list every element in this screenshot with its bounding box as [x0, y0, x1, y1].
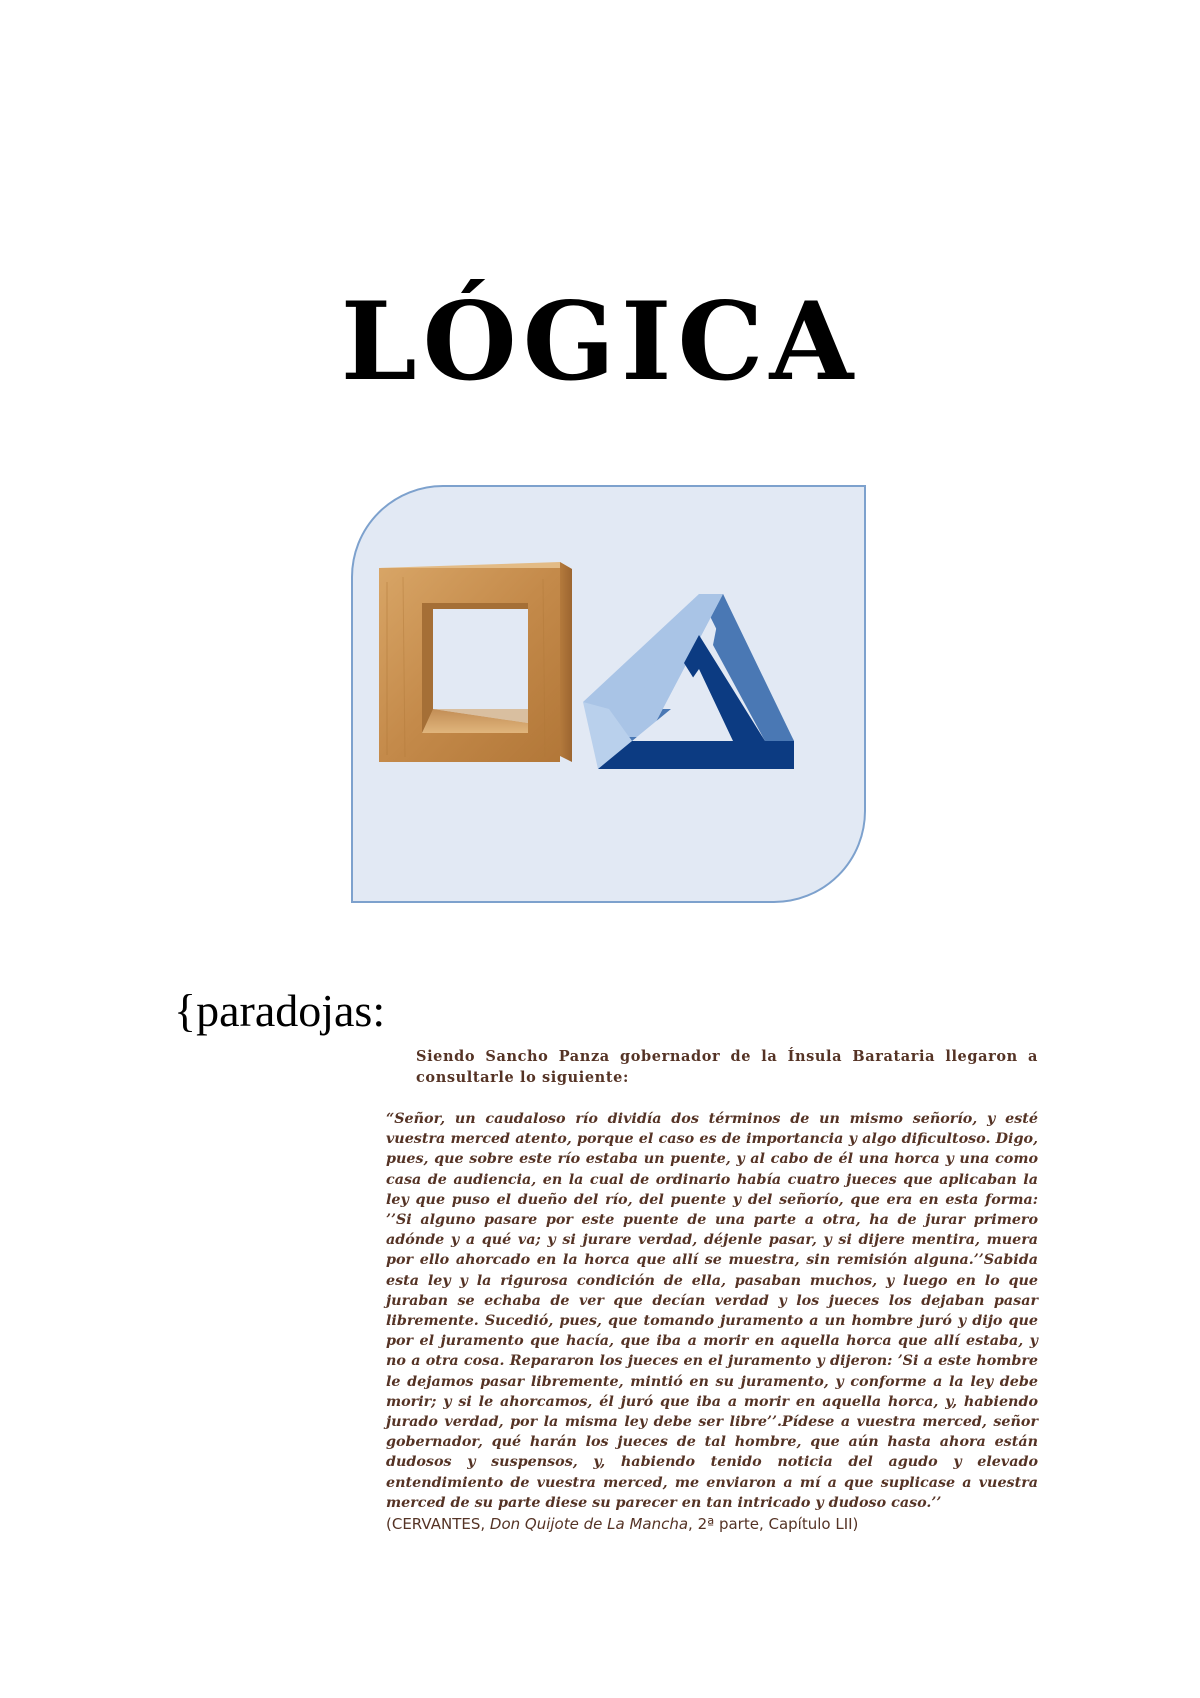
- quote-paragraph: “Señor, un caudaloso río dividía dos términos de un mismo señorío, y esté vuestra merced atento, porque el caso es de importancia y algo dificultoso. Digo, pues, que sobre este río estaba un puente, y al cabo de él una horca y una como casa de audiencia, en la cual de ordinario había cuatro jueces que aplicaban la ley que puso el dueño del río, del puente y del señorío, que era en esta forma: ’’Si alguno pasare por este puente de una parte a otra, ha de jurar primero adónde y a qué va; y si jurare verdad, déjenle pasar, y si dijere mentira, muera por ello ahorcado en la horca que allí se muestra, sin remisión alguna.’’Sabida esta ley y la rigurosa condición de ella, pasaban muchos, y luego en lo que juraban se echaba de ver que decían verdad y los jueces los dejaban pasar libremente. Sucedió, pues, que tomando juramento a un hombre juró y dijo que por el juramento que hacía, que iba a morir en aquella horca que allí estaba, y no a otra cosa. Repararon los jueces en el juramento y dijeron: ’Si a este hombre le dejamos pasar libremente, mintió en su juramento, y conforme a la ley debe morir; y si le ahorcamos, él juró que iba a morir en aquella horca, y, habiendo jurado verdad, por la misma ley debe ser libre’’.Pídese a vuestra merced, señor gobernador, qué harán los jueces de tal hombre, que aún hasta ahora están dudosos y suspensos, y, habiendo tenido noticia del agudo y elevado entendimiento de vuestra merced, me enviaron a mí a que suplicase a vuestra merced de su parte diese su parecer en tan intricado y dudoso caso.’’: [386, 1111, 1038, 1511]
- wooden-frame-image: [379, 562, 572, 762]
- citation: [386, 1514, 858, 1534]
- illustration-panel: [351, 485, 866, 903]
- intro-paragraph: Siendo Sancho Panza gobernador de la Ínsula Barataria llegaron a consultarle lo siguiente:: [416, 1048, 1038, 1086]
- illustration-graphics: [353, 487, 868, 905]
- citation-reference: , 2ª parte, Capítulo LII): [688, 1515, 859, 1533]
- impossible-triangle-image: [583, 594, 794, 769]
- citation-author: (CERVANTES,: [386, 1515, 486, 1533]
- citation-work-title: Don Quijote de La Mancha: [489, 1515, 689, 1533]
- section-heading: {paradojas:: [174, 985, 386, 1036]
- document-title: LÓGICA: [340, 279, 860, 405]
